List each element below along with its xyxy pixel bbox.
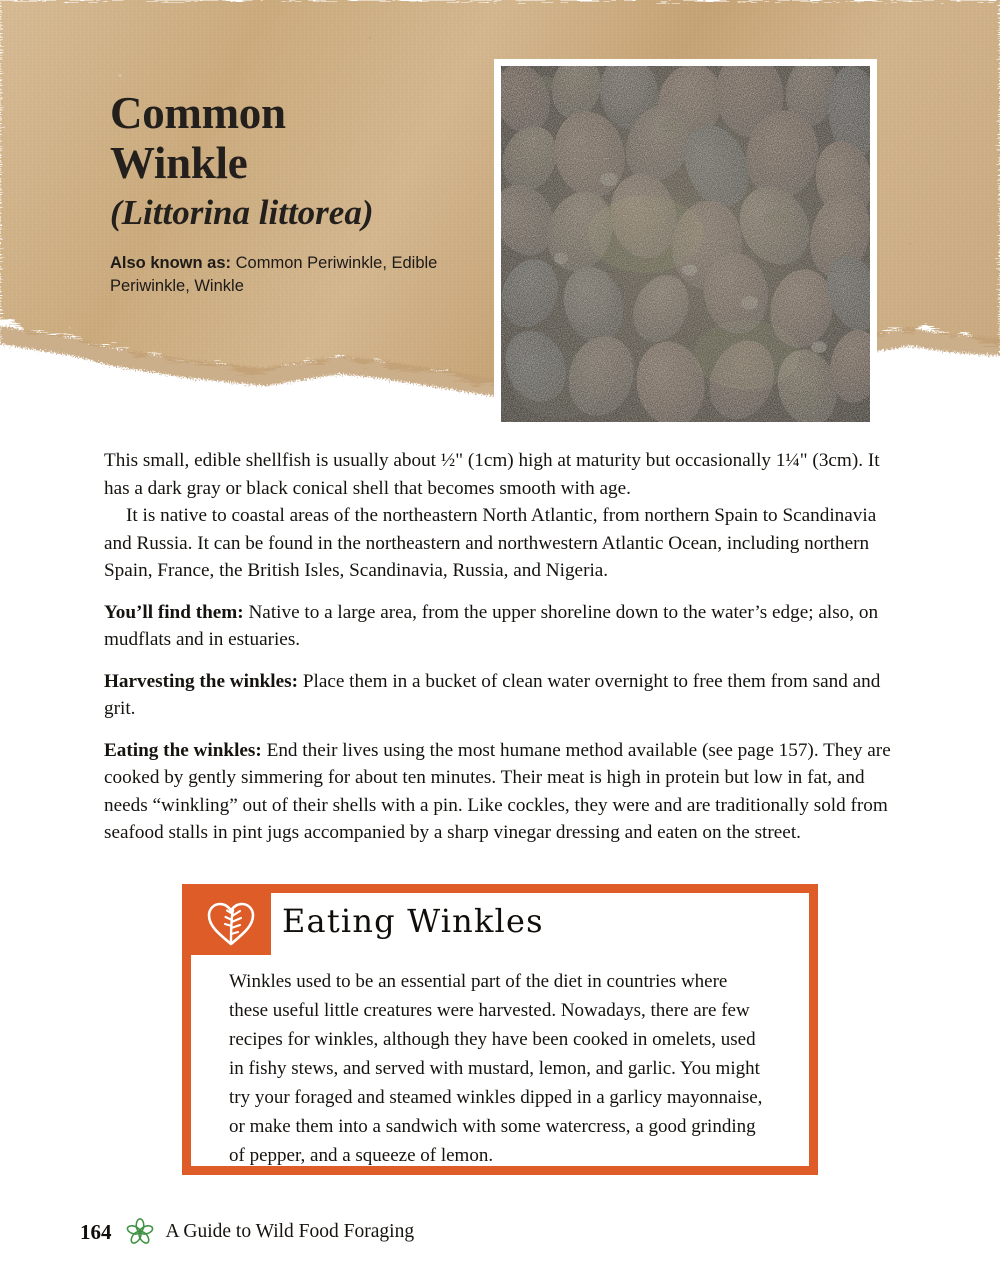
callout-body bbox=[191, 955, 809, 1170]
eating-text: End their lives using the most humane method available (see page 157). They are cooked by gently simmering for about ten minutes. Their meat is high in protein but low in fat, and needs “winkling” out of their shells with a pin. Like cockles, they were and are traditionally sold from seafood stalls in pint jugs accompanied by a sharp vinegar dressing and eaten on the street. bbox=[104, 739, 891, 843]
harvesting-text: Place them in a bucket of clean water overnight to free them from sand and grit. bbox=[104, 670, 881, 719]
page-number: 164 bbox=[80, 1219, 112, 1244]
article-body bbox=[104, 447, 900, 847]
callout-title: Eating Winkles bbox=[282, 902, 544, 940]
page-title-line-2: Winkle bbox=[110, 138, 248, 188]
callout-text: Winkles used to be an essential part of the diet in countries where these useful little creatures were harvested. Nowadays, there are few recipes for winkles, although they have been cooked in omelets, used in fishy stews, and served with mustard, lemon, and garlic. You might try your foraged and steamed winkles dipped in a garlicy mayonnaise, or make them into a sandwich with some watercress, a good grinding of pepper, and a squeeze of lemon. bbox=[229, 971, 763, 1166]
paragraph-eating bbox=[104, 737, 900, 847]
winkle-photo-frame bbox=[494, 59, 877, 429]
heart-leaf-icon bbox=[206, 899, 256, 949]
callout-header bbox=[191, 893, 809, 955]
paragraph-range bbox=[104, 502, 900, 585]
winkle-photo bbox=[501, 66, 870, 422]
page-footer bbox=[80, 1218, 414, 1246]
paragraph-find-them bbox=[104, 599, 900, 654]
eating-winkles-callout bbox=[182, 884, 818, 1175]
page-title-line-1: Common bbox=[110, 88, 286, 138]
flower-icon bbox=[126, 1218, 154, 1246]
callout-icon-badge bbox=[191, 893, 271, 955]
find-them-label: You’ll find them: bbox=[104, 601, 244, 623]
latin-name: (Littorina littorea) bbox=[110, 193, 374, 232]
eating-label: Eating the winkles: bbox=[104, 739, 262, 761]
paragraph-1-text: This small, edible shellfish is usually about ½" (1cm) high at maturity but occasionally 1¼" (3cm). It has a dark gray or black conical shell that becomes smooth with age. bbox=[104, 450, 880, 499]
paragraph-intro bbox=[104, 447, 900, 502]
page-title-block bbox=[110, 88, 490, 298]
also-known-as-label: Also known as: bbox=[110, 254, 232, 272]
find-them-text: Native to a large area, from the upper shoreline down to the water’s edge; also, on mudflats and in estuaries. bbox=[104, 601, 879, 650]
also-known-as-value: Common Periwinkle, Edible Periwinkle, Winkle bbox=[110, 254, 438, 295]
harvesting-label: Harvesting the winkles: bbox=[104, 670, 299, 692]
paragraph-harvesting bbox=[104, 668, 900, 723]
paragraph-2-text: It is native to coastal areas of the northeastern North Atlantic, from northern Spain to Scandinavia and Russia. It can be found in the northeastern and northwestern Atlantic Ocean, including northern Spain, France, the British Isles, Scandinavia, Russia, and Nigeria. bbox=[104, 505, 877, 581]
also-known-as bbox=[110, 252, 450, 298]
book-title: A Guide to Wild Food Foraging bbox=[165, 1221, 415, 1242]
